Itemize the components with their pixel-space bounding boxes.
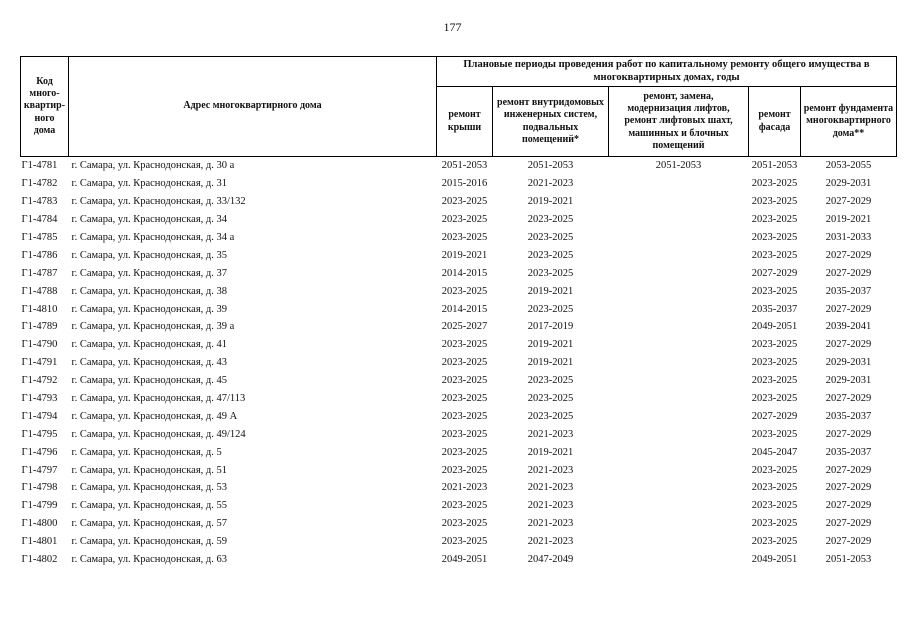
table-row [21, 211, 897, 229]
row-elevators [609, 425, 749, 443]
row-code: Г1-4789 [21, 321, 58, 333]
row-engineering: 2051-2053 [493, 157, 609, 175]
row-engineering: 2017-2019 [527, 321, 574, 333]
row-foundation: 2027-2029 [825, 393, 872, 405]
row-facade: 2023-2025 [751, 178, 798, 190]
row-foundation: 2027-2029 [825, 339, 872, 351]
row-roof: 2023-2025 [441, 339, 488, 351]
row-engineering: 2023-2025 [527, 267, 574, 279]
row-code: Г1-4783 [21, 196, 58, 208]
table-row [21, 479, 897, 497]
row-elevators: 2051-2053 [609, 157, 749, 175]
row-elevators [609, 193, 749, 211]
row-foundation: 2027-2029 [825, 428, 872, 440]
row-engineering: 2023-2025 [527, 232, 574, 243]
row-code: Г1-4801 [21, 536, 58, 548]
table-body [21, 157, 897, 569]
table-row [21, 336, 897, 354]
row-elevators [609, 318, 749, 336]
table-row [21, 264, 897, 282]
row-code: Г1-4802 [21, 554, 58, 566]
row-elevators [609, 246, 749, 264]
table-row [21, 407, 897, 425]
row-facade: 2023-2025 [751, 375, 798, 387]
row-elevators [609, 211, 749, 229]
row-engineering: 2021-2023 [527, 536, 574, 548]
row-roof: 2023-2025 [441, 285, 488, 297]
row-foundation: 2035-2037 [825, 446, 872, 458]
row-foundation: 2027-2029 [825, 464, 872, 476]
row-foundation: 2035-2037 [825, 410, 872, 422]
row-facade: 2023-2025 [751, 536, 798, 548]
row-foundation: 2027-2029 [825, 500, 872, 512]
row-code: Г1-4788 [21, 285, 58, 297]
row-roof: 2023-2025 [441, 375, 488, 387]
row-foundation: 2027-2029 [825, 267, 872, 279]
table-header [21, 57, 897, 157]
row-engineering: 2023-2025 [527, 303, 574, 315]
row-roof: 2014-2015 [441, 267, 488, 279]
row-address: г. Самара, ул. Краснодонская, д. 35 [71, 249, 227, 261]
row-engineering: 2021-2023 [527, 178, 574, 190]
row-elevators [609, 229, 749, 247]
header-foundation: ремонт фундамента многоквартирного дома** [801, 87, 897, 157]
table-row [21, 443, 897, 461]
row-elevators [609, 479, 749, 497]
row-roof: 2019-2021 [441, 249, 488, 261]
table-row [21, 246, 897, 264]
row-elevators [609, 175, 749, 193]
row-address: г. Самара, ул. Краснодонская, д. 37 [71, 267, 227, 279]
row-code: Г1-4795 [21, 428, 58, 440]
row-engineering: 2019-2021 [527, 285, 574, 297]
row-address: г. Самара, ул. Краснодонская, д. 47/113 [71, 393, 246, 405]
row-engineering: 2023-2025 [527, 214, 574, 226]
row-address: г. Самара, ул. Краснодонская, д. 33/132 [71, 196, 246, 208]
row-facade: 2035-2037 [751, 303, 798, 315]
row-code: Г1-4787 [21, 267, 58, 279]
page-number: 177 [443, 20, 462, 34]
row-roof: 2023-2025 [441, 500, 488, 512]
row-facade: 2023-2025 [751, 339, 798, 351]
row-address: г. Самара, ул. Краснодонская, д. 55 [71, 500, 227, 512]
row-address: г. Самара, ул. Краснодонская, д. 51 [71, 464, 227, 476]
header-code: Код много-квартир-ного дома [21, 57, 69, 157]
row-foundation: 2029-2031 [825, 178, 872, 190]
table-row [21, 318, 897, 336]
header-facade: ремонт фасада [749, 87, 801, 157]
row-facade: 2023-2025 [751, 232, 798, 243]
row-roof: 2023-2025 [441, 536, 488, 548]
row-roof: 2023-2025 [441, 518, 488, 530]
row-elevators [609, 497, 749, 515]
header-elevators: ремонт, замена, модернизация лифтов, ремонт лифтовых шахт, машинных и блочных помещений [609, 87, 749, 157]
row-address: г. Самара, ул. Краснодонская, д. 39 а [71, 321, 235, 333]
row-engineering: 2021-2023 [527, 428, 574, 440]
row-roof: 2023-2025 [441, 393, 488, 405]
row-facade: 2023-2025 [751, 500, 798, 512]
row-elevators [609, 372, 749, 390]
table-row [21, 354, 897, 372]
table-row [21, 533, 897, 551]
table-row [21, 193, 897, 211]
row-elevators [609, 282, 749, 300]
row-elevators [609, 264, 749, 282]
row-code: Г1-4800 [21, 518, 58, 530]
row-roof: 2014-2015 [441, 303, 488, 315]
row-engineering: 2023-2025 [527, 393, 574, 405]
row-engineering: 2019-2021 [527, 446, 574, 458]
row-elevators [609, 336, 749, 354]
row-engineering: 2021-2023 [527, 482, 574, 494]
row-foundation: 2031-2033 [825, 232, 872, 243]
row-code: Г1-4794 [21, 410, 58, 422]
row-address: г. Самара, ул. Краснодонская, д. 39 [71, 303, 227, 315]
row-facade: 2023-2025 [751, 285, 798, 297]
row-facade: 2023-2025 [751, 518, 798, 530]
row-code: Г1-4791 [21, 357, 58, 369]
row-foundation: 2027-2029 [825, 196, 872, 208]
row-engineering: 2023-2025 [527, 375, 574, 387]
row-elevators [609, 443, 749, 461]
row-engineering: 2021-2023 [527, 464, 574, 476]
row-foundation: 2029-2031 [825, 357, 872, 369]
row-foundation: 2027-2029 [825, 518, 872, 530]
row-code: Г1-4796 [21, 446, 58, 458]
row-elevators [609, 354, 749, 372]
table-row [21, 175, 897, 193]
row-facade: 2027-2029 [751, 410, 798, 422]
table-row [21, 157, 897, 175]
row-address: г. Самара, ул. Краснодонская, д. 59 [71, 536, 227, 548]
row-roof: 2023-2025 [441, 196, 488, 208]
table-row [21, 372, 897, 390]
table-row [21, 390, 897, 408]
row-engineering: 2021-2023 [527, 500, 574, 512]
row-address: г. Самара, ул. Краснодонская, д. 30 а [69, 157, 437, 175]
row-facade: 2023-2025 [751, 393, 798, 405]
row-code: Г1-4797 [21, 464, 58, 476]
row-elevators [609, 390, 749, 408]
header-engineering: ремонт внутридомовых инженерных систем, подвальных помещений* [493, 87, 609, 157]
row-roof: 2051-2053 [437, 157, 493, 175]
capital-repair-table [20, 56, 897, 568]
table-row [21, 282, 897, 300]
row-address: г. Самара, ул. Краснодонская, д. 63 [71, 554, 227, 566]
row-code: Г1-4798 [21, 482, 58, 494]
row-engineering: 2019-2021 [527, 357, 574, 369]
row-engineering: 2023-2025 [527, 410, 574, 422]
row-address: г. Самара, ул. Краснодонская, д. 57 [71, 518, 227, 530]
row-elevators [609, 407, 749, 425]
row-code: Г1-4790 [21, 339, 58, 351]
row-foundation: 2053-2055 [801, 157, 897, 175]
row-roof: 2023-2025 [441, 232, 488, 243]
row-roof: 2023-2025 [441, 357, 488, 369]
row-roof: 2023-2025 [441, 464, 488, 476]
row-elevators [609, 551, 749, 569]
row-code: Г1-4785 [21, 232, 58, 243]
row-facade: 2023-2025 [751, 464, 798, 476]
row-address: г. Самара, ул. Краснодонская, д. 34 а [71, 232, 235, 243]
row-roof: 2023-2025 [441, 446, 488, 458]
row-foundation: 2029-2031 [825, 375, 872, 387]
row-address: г. Самара, ул. Краснодонская, д. 5 [71, 446, 222, 458]
row-facade: 2023-2025 [751, 196, 798, 208]
row-facade: 2027-2029 [751, 267, 798, 279]
row-address: г. Самара, ул. Краснодонская, д. 49 А [71, 410, 238, 422]
header-address: Адрес многоквартирного дома [69, 57, 437, 157]
row-elevators [609, 461, 749, 479]
table-row [21, 515, 897, 533]
row-code: Г1-4786 [21, 249, 58, 261]
row-facade: 2023-2025 [751, 214, 798, 226]
row-code: Г1-4782 [21, 178, 58, 190]
row-address: г. Самара, ул. Краснодонская, д. 45 [71, 375, 227, 387]
row-engineering: 2019-2021 [527, 196, 574, 208]
row-engineering: 2047-2049 [527, 554, 574, 566]
row-address: г. Самара, ул. Краснодонская, д. 49/124 [71, 428, 246, 440]
row-code: Г1-4781 [21, 157, 69, 175]
row-roof: 2023-2025 [441, 214, 488, 226]
row-address: г. Самара, ул. Краснодонская, д. 34 [71, 214, 227, 226]
row-elevators [609, 533, 749, 551]
row-foundation: 2051-2053 [825, 554, 872, 566]
row-facade: 2049-2051 [751, 554, 798, 566]
row-engineering: 2023-2025 [527, 249, 574, 261]
row-facade: 2023-2025 [751, 428, 798, 440]
row-code: Г1-4810 [21, 303, 58, 315]
table-row [21, 461, 897, 479]
row-facade: 2051-2053 [749, 157, 801, 175]
row-roof: 2025-2027 [441, 321, 488, 333]
row-foundation: 2027-2029 [825, 536, 872, 548]
row-elevators [609, 515, 749, 533]
row-facade: 2023-2025 [751, 357, 798, 369]
row-foundation: 2027-2029 [825, 482, 872, 494]
row-address: г. Самара, ул. Краснодонская, д. 53 [71, 482, 227, 494]
header-periods-group: Плановые периоды проведения работ по капитальному ремонту общего имущества в многоквартирных домах, годы [437, 57, 897, 87]
row-roof: 2015-2016 [441, 178, 488, 190]
row-roof: 2023-2025 [441, 428, 488, 440]
table-row [21, 551, 897, 569]
table-row [21, 497, 897, 515]
row-facade: 2023-2025 [751, 482, 798, 494]
row-address: г. Самара, ул. Краснодонская, д. 38 [71, 285, 227, 297]
table-row [21, 300, 897, 318]
row-code: Г1-4799 [21, 500, 58, 512]
row-address: г. Самара, ул. Краснодонская, д. 31 [71, 178, 227, 190]
row-code: Г1-4784 [21, 214, 58, 226]
row-elevators [609, 300, 749, 318]
row-engineering: 2019-2021 [527, 339, 574, 351]
header-roof: ремонт крыши [437, 87, 493, 157]
row-engineering: 2021-2023 [527, 518, 574, 530]
row-facade: 2049-2051 [751, 321, 798, 333]
row-code: Г1-4793 [21, 393, 58, 405]
row-roof: 2023-2025 [441, 410, 488, 422]
row-foundation: 2019-2021 [825, 214, 872, 226]
table-row [21, 425, 897, 443]
row-facade: 2023-2025 [751, 249, 798, 261]
row-address: г. Самара, ул. Краснодонская, д. 41 [71, 339, 227, 351]
row-facade: 2045-2047 [751, 446, 798, 458]
row-address: г. Самара, ул. Краснодонская, д. 43 [71, 357, 227, 369]
row-foundation: 2027-2029 [825, 303, 872, 315]
row-foundation: 2039-2041 [825, 321, 872, 333]
row-roof: 2049-2051 [441, 554, 488, 566]
row-foundation: 2027-2029 [825, 249, 872, 261]
row-roof: 2021-2023 [441, 482, 488, 494]
row-foundation: 2035-2037 [825, 285, 872, 297]
row-code: Г1-4792 [21, 375, 58, 387]
table-row [21, 229, 897, 247]
